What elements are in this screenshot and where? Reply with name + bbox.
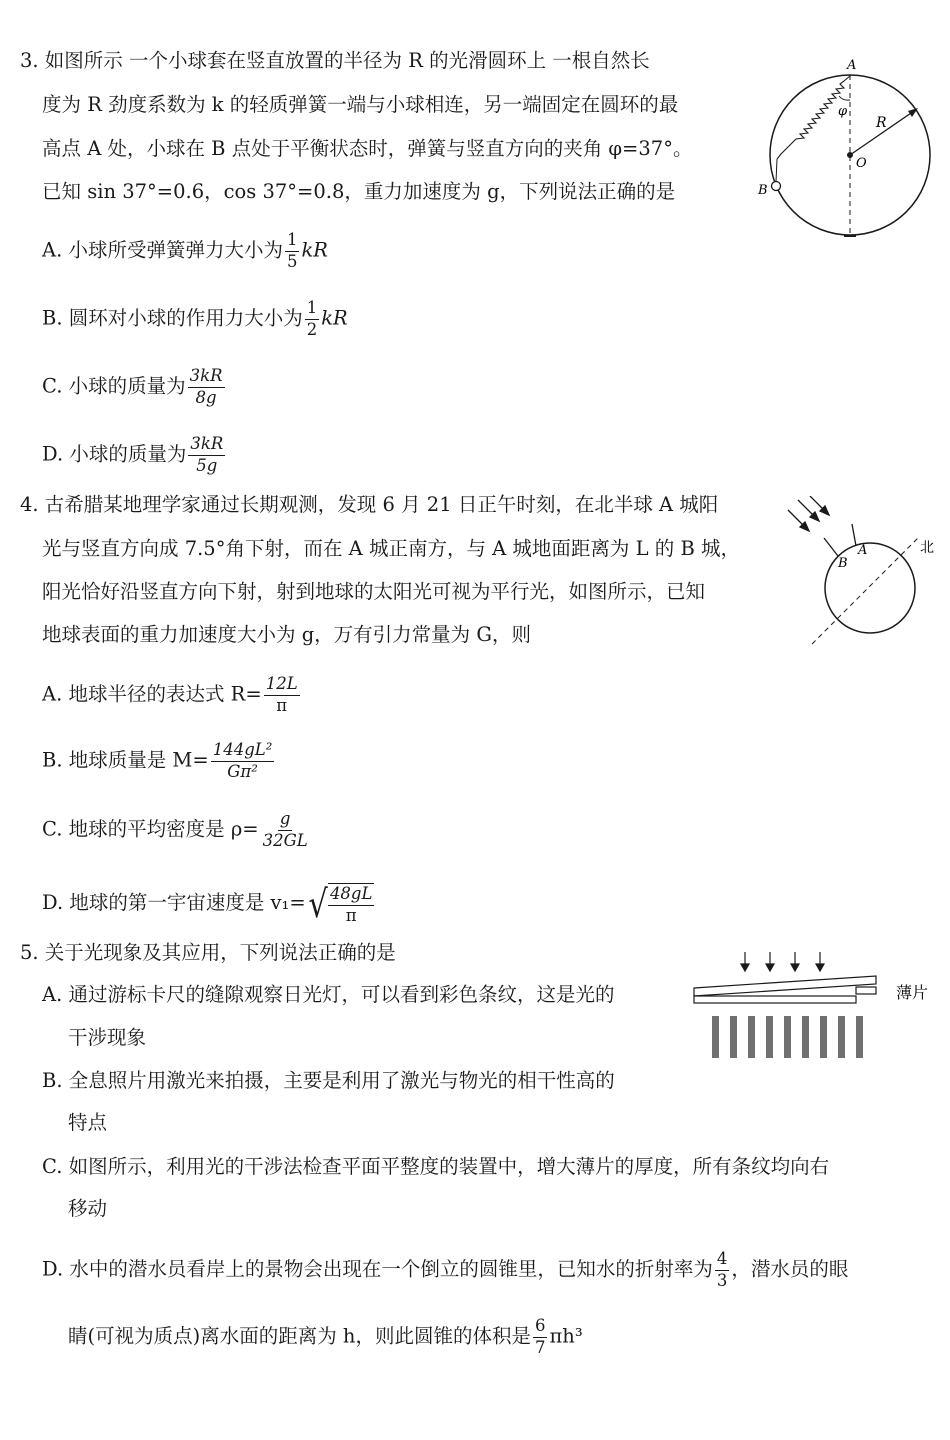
fraction: $\frac{6}{7}$ [534,1316,546,1357]
sunlight-arrows [788,496,829,531]
q3-option-d[interactable]: D. 小球的质量为 $\frac{3kR}{5g}$ [42,434,224,475]
label-north: 北 [920,540,934,556]
fraction: $\frac{g}{32GL}$ [262,809,308,850]
fringe-pattern [712,1016,863,1058]
square-root: √ $\frac{48gL}{\pi}$ [308,881,373,926]
spring-lead [776,159,777,182]
q5-option-c-1[interactable]: C. 如图所示，利用光的干涉法检查平面平整度的装置中，增大薄片的厚度，所有条纹均向右 [42,1155,830,1178]
label-thin-sheet: 薄片 [896,983,929,1002]
q5-option-b-2: 特点 [68,1111,108,1134]
angle-arc [839,96,850,100]
q4-earth-figure [780,496,945,646]
fraction: $\frac{1}{5}$ [286,230,298,271]
q4-option-c[interactable]: C. 地球的平均密度是 ρ= $\frac{g}{32GL}$ [42,809,308,850]
thin-sheet [856,987,876,994]
fraction: $\frac{1}{2}$ [306,298,318,339]
q5-line-1: 5. 关于光现象及其应用，下列说法正确的是 [20,941,396,964]
q4-option-b[interactable]: B. 地球质量是 M= $\frac{\text{144gL²}}{\text{Gπ²}}$ [42,740,273,781]
incident-light-arrows [741,952,824,971]
q4-line-2: 光与竖直方向成 7.5°角下射，而在 A 城正南方，与 A 城地面距离为 L 的 B 城， [42,537,740,560]
q3-line-3: 高点 A 处，小球在 B 点处于平衡状态时，弹簧与竖直方向的夹角 φ=37°。 [42,137,693,160]
label-phi: φ [838,104,848,119]
fraction: $\frac{4}{3}$ [716,1249,728,1290]
q3-option-c[interactable]: C. 小球的质量为 $\frac{3kR}{8g}$ [42,366,223,407]
q4-option-a[interactable]: A. 地球半径的表达式 R= $\frac{12L}{\pi}$ [42,674,298,715]
q5-option-a-1[interactable]: A. 通过游标卡尺的缝隙观察日光灯，可以看到彩色条纹，这是光的 [42,983,615,1006]
fraction: $\frac{\text{144gL²}}{\text{Gπ²}}$ [212,740,273,781]
q3-line-4: 已知 sin 37°=0.6，cos 37°=0.8，重力加速度为 g，下列说法正确的是 [42,180,676,203]
q3-line-2: 度为 R 劲度系数为 k 的轻质弹簧一端与小球相连，另一端固定在圆环的最 [42,93,679,116]
q5-option-d-1[interactable]: D. 水中的潜水员看岸上的景物会出现在一个倒立的圆锥里，已知水的折射率为 $\frac{4}{3}$ ，潜水员的眼 [42,1249,849,1290]
fraction: $\frac{12L}{\pi}$ [265,674,298,715]
q5-option-a-2: 干涉现象 [68,1026,147,1049]
label-b: B [838,556,848,571]
label-r: R [876,115,887,131]
q5-option-c-2: 移动 [68,1197,108,1220]
q5-interference-figure [690,946,940,1062]
label-o: O [856,156,867,171]
bottom-plate [694,996,856,1003]
q5-option-b-1[interactable]: B. 全息照片用激光来拍摄，主要是利用了激光与物光的相干性高的 [42,1069,615,1092]
stick-a [852,524,856,546]
q3-option-a[interactable]: A. 小球所受弹簧弹力大小为 $\frac{1}{5}$ kR [42,230,328,271]
q3-ring-figure [750,55,945,245]
label-a: A [847,58,857,73]
radius-arrowhead [908,108,918,117]
stick-b [824,538,838,556]
q5-option-d-2: 睛(可视为质点)离水面的距离为 h，则此圆锥的体积是 $\frac{6}{7}$ πh³ [68,1316,583,1357]
label-b: B [758,183,768,198]
fraction: $\frac{3kR}{5g}$ [190,434,224,475]
top-plate [694,976,876,996]
fraction: $\frac{3kR}{8g}$ [189,366,223,407]
q4-line-3: 阳光恰好沿竖直方向下射，射到地球的太阳光可视为平行光，如图所示，已知 [42,580,706,603]
label-a: A [858,543,868,558]
q4-line-1: 4. 古希腊某地理学家通过长期观测，发现 6 月 21 日正午时刻，在北半球 A 城阳 [20,493,719,516]
q3-option-b[interactable]: B. 圆环对小球的作用力大小为 $\frac{1}{2}$ kR [42,298,348,339]
q4-line-4: 地球表面的重力加速度大小为 g，万有引力常量为 G，则 [42,623,531,646]
q4-option-d[interactable]: D. 地球的第一宇宙速度是 v₁= √ $\frac{48gL}{\pi}$ [42,881,373,926]
ball-b [772,182,781,191]
q3-line-1: 3. 如图所示 一个小球套在竖直放置的半径为 R 的光滑圆环上 一根自然长 [20,49,650,72]
